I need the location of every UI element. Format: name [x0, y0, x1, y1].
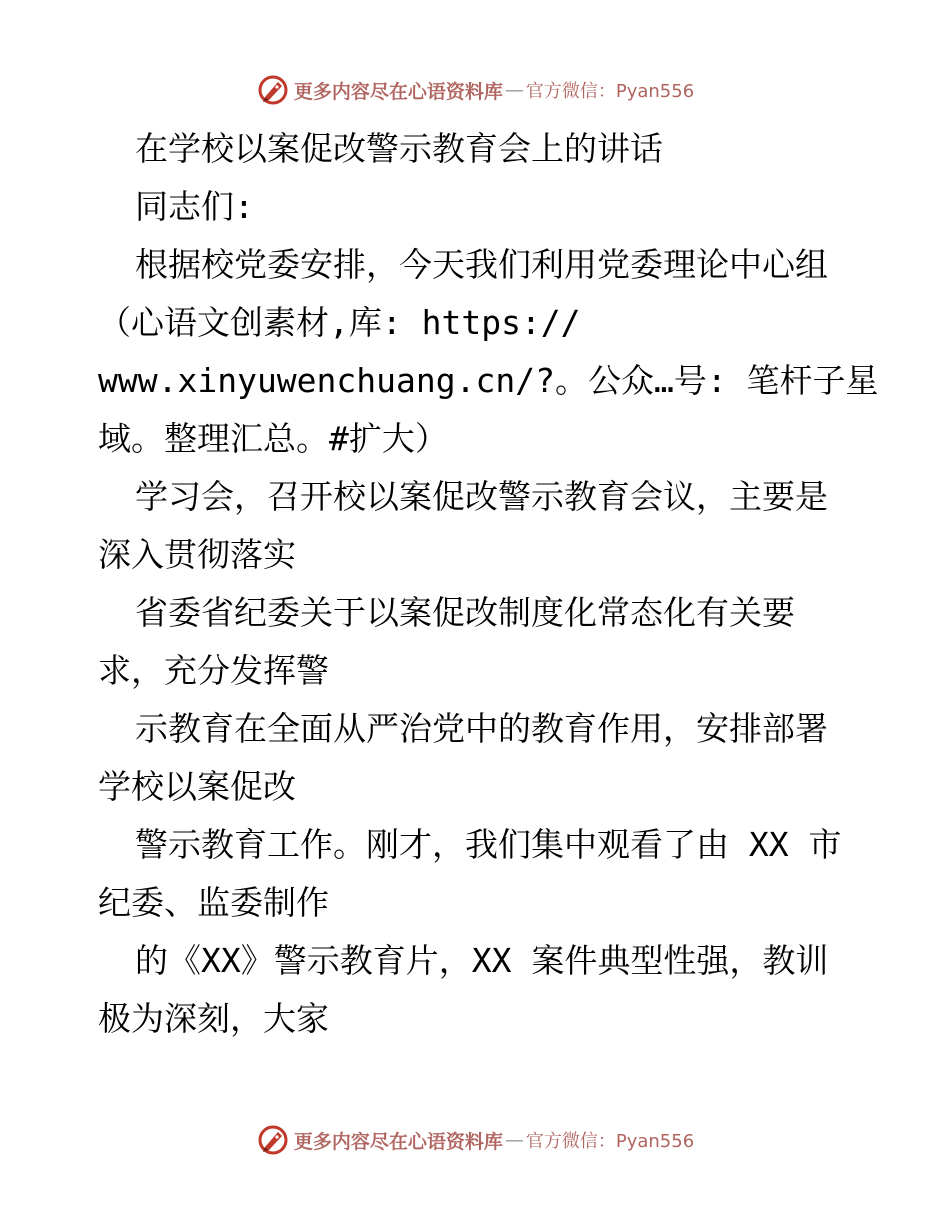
footer-banner [0, 1120, 950, 1160]
doc-paragraph-line: 学习会，召开校以案促改警示教育会议，主要是 [135, 477, 828, 516]
doc-paragraph-line: 深入贯彻落实 [98, 535, 296, 574]
doc-paragraph-line: 警示教育工作。刚才，我们集中观看了由 XX 市 [135, 825, 842, 864]
doc-paragraph-line: 示教育在全面从严治党中的教育作用，安排部署 [135, 709, 828, 748]
banner-separator: — [504, 1129, 524, 1151]
doc-salutation: 同志们: [135, 187, 254, 226]
doc-title: 在学校以案促改警示教育会上的讲话 [135, 129, 663, 168]
doc-paragraph-line: （心语文创素材,库: https:// [98, 303, 581, 342]
banner-title: 更多内容尽在心语资料库 [293, 1130, 503, 1153]
pen-logo-icon [256, 1123, 290, 1157]
header-banner [0, 70, 950, 110]
doc-paragraph-line: 求，充分发挥警 [98, 651, 329, 690]
doc-paragraph-line: 学校以案促改 [98, 767, 296, 806]
doc-paragraph-line: 根据校党委安排，今天我们利用党委理论中心组 [135, 245, 828, 284]
banner-separator: — [504, 79, 524, 101]
doc-paragraph-line: 域。整理汇总。#扩大） [98, 419, 448, 458]
doc-paragraph-line: 纪委、监委制作 [98, 883, 329, 922]
banner-wechat-id: 官方微信：Pyan556 [525, 81, 695, 102]
pen-logo-icon [256, 73, 290, 107]
document-body [98, 120, 879, 1048]
doc-paragraph-line: 省委省纪委关于以案促改制度化常态化有关要 [135, 593, 795, 632]
banner-wechat-id: 官方微信：Pyan556 [525, 1131, 695, 1152]
doc-paragraph-line: 极为深刻，大家 [98, 999, 329, 1038]
banner-title: 更多内容尽在心语资料库 [293, 80, 503, 103]
doc-paragraph-line: www.xinyuwenchuang.cn/?。公众…号: 笔杆子星 [98, 361, 879, 400]
doc-paragraph-line: 的《XX》警示教育片，XX 案件典型性强，教训 [135, 941, 829, 980]
